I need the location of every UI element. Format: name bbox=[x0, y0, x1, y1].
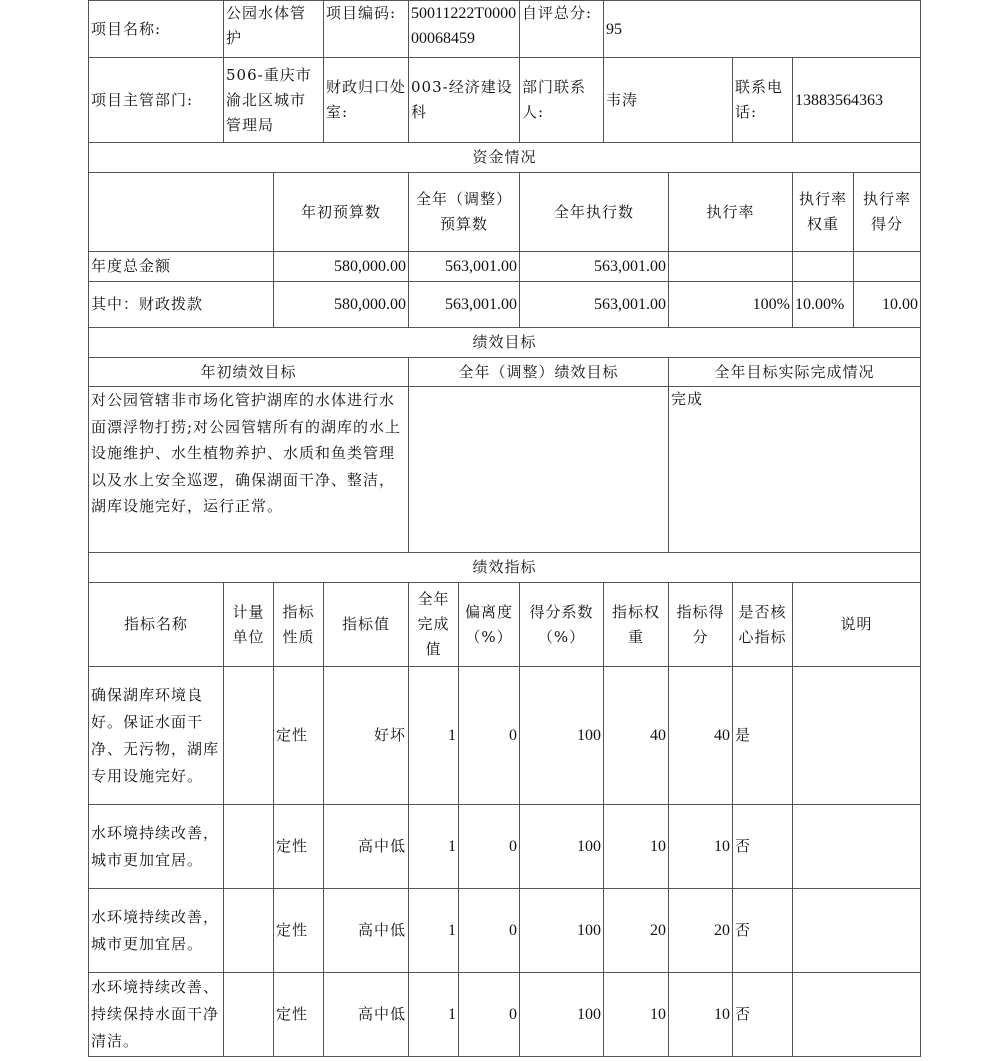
indicator-name: 水环境持续改善，城市更加宜居。 bbox=[89, 889, 224, 973]
contact-person-label: 部门联系人: bbox=[520, 58, 604, 143]
funds-header-row bbox=[89, 173, 921, 252]
goals-content-row bbox=[89, 387, 921, 553]
indicator-row bbox=[89, 667, 921, 805]
indicator-coefficient: 100 bbox=[520, 973, 604, 1057]
indicator-header-core: 是否核心指标 bbox=[733, 583, 793, 667]
finance-office-label: 财政归口处室: bbox=[324, 58, 409, 143]
indicators-section-header bbox=[89, 553, 921, 583]
funds-row-adjusted: 563,001.00 bbox=[409, 252, 520, 282]
department-value: 506-重庆市渝北区城市管理局 bbox=[224, 58, 324, 143]
funds-header-initial: 年初预算数 bbox=[274, 173, 409, 252]
goals-initial-text: 对公园管辖非市场化管护湖库的水体进行水面漂浮物打捞;对公园管辖所有的湖库的水上设施维护、水生植物养护、水质和鱼类管理以及水上安全巡逻，确保湖面干净、整洁，湖库设施完好，运行正常。 bbox=[89, 387, 409, 553]
project-name-row bbox=[89, 1, 921, 58]
funds-row-rate bbox=[669, 252, 793, 282]
contact-phone-value: 13883564363 bbox=[793, 58, 921, 143]
indicators-section-title: 绩效指标 bbox=[89, 553, 921, 583]
contact-person-value: 韦涛 bbox=[604, 58, 733, 143]
indicator-unit bbox=[224, 889, 274, 973]
funds-header-executed: 全年执行数 bbox=[520, 173, 669, 252]
goals-header-row bbox=[89, 358, 921, 387]
funds-row bbox=[89, 252, 921, 282]
indicator-core: 否 bbox=[733, 805, 793, 889]
indicator-core: 否 bbox=[733, 973, 793, 1057]
indicator-nature: 定性 bbox=[274, 805, 324, 889]
funds-row bbox=[89, 282, 921, 328]
project-code-label: 项目编码: bbox=[324, 1, 409, 58]
indicator-nature: 定性 bbox=[274, 973, 324, 1057]
indicator-score: 40 bbox=[669, 667, 733, 805]
indicator-header-value: 指标值 bbox=[324, 583, 409, 667]
indicator-completed: 1 bbox=[409, 805, 459, 889]
indicator-score: 20 bbox=[669, 889, 733, 973]
indicator-score: 10 bbox=[669, 805, 733, 889]
funds-row-score bbox=[854, 252, 921, 282]
goals-header-adjusted: 全年（调整）绩效目标 bbox=[409, 358, 669, 387]
indicator-value: 高中低 bbox=[324, 889, 409, 973]
goals-header-initial: 年初绩效目标 bbox=[89, 358, 409, 387]
indicator-note bbox=[793, 667, 921, 805]
funds-row-executed: 563,001.00 bbox=[520, 252, 669, 282]
indicator-value: 高中低 bbox=[324, 973, 409, 1057]
department-row bbox=[89, 58, 921, 143]
indicator-score: 10 bbox=[669, 973, 733, 1057]
funds-row-label: 其中：财政拨款 bbox=[89, 282, 274, 328]
indicator-deviation: 0 bbox=[459, 805, 520, 889]
goals-header-actual: 全年目标实际完成情况 bbox=[669, 358, 921, 387]
indicator-completed: 1 bbox=[409, 973, 459, 1057]
department-label: 项目主管部门: bbox=[89, 58, 224, 143]
funds-row-weight: 10.00% bbox=[793, 282, 854, 328]
indicator-header-note: 说明 bbox=[793, 583, 921, 667]
indicator-name: 确保湖库环境良好。保证水面干净、无污物，湖库专用设施完好。 bbox=[89, 667, 224, 805]
indicator-row bbox=[89, 805, 921, 889]
funds-header-score: 执行率得分 bbox=[854, 173, 921, 252]
indicator-header-nature: 指标性质 bbox=[274, 583, 324, 667]
indicator-value: 高中低 bbox=[324, 805, 409, 889]
funds-row-score: 10.00 bbox=[854, 282, 921, 328]
indicator-weight: 10 bbox=[604, 805, 669, 889]
indicator-header-coefficient: 得分系数（%） bbox=[520, 583, 604, 667]
indicator-core: 否 bbox=[733, 889, 793, 973]
indicator-header-weight: 指标权重 bbox=[604, 583, 669, 667]
indicator-deviation: 0 bbox=[459, 667, 520, 805]
indicator-weight: 10 bbox=[604, 973, 669, 1057]
indicator-completed: 1 bbox=[409, 889, 459, 973]
indicator-header-score: 指标得分 bbox=[669, 583, 733, 667]
funds-section-header bbox=[89, 143, 921, 173]
indicator-header-completed: 全年完成值 bbox=[409, 583, 459, 667]
finance-office-value: 003-经济建设科 bbox=[409, 58, 520, 143]
indicator-unit bbox=[224, 973, 274, 1057]
indicator-row bbox=[89, 973, 921, 1057]
indicator-header-unit: 计量单位 bbox=[224, 583, 274, 667]
indicator-header-name: 指标名称 bbox=[89, 583, 224, 667]
indicator-weight: 40 bbox=[604, 667, 669, 805]
indicators-header-row bbox=[89, 583, 921, 667]
indicator-value: 好坏 bbox=[324, 667, 409, 805]
indicator-note bbox=[793, 889, 921, 973]
indicator-coefficient: 100 bbox=[520, 667, 604, 805]
goals-actual-text: 完成 bbox=[669, 387, 921, 553]
contact-phone-label: 联系电话: bbox=[733, 58, 793, 143]
indicator-completed: 1 bbox=[409, 667, 459, 805]
funds-row-initial: 580,000.00 bbox=[274, 282, 409, 328]
self-score-value: 95 bbox=[604, 1, 921, 58]
funds-header-adjusted: 全年（调整）预算数 bbox=[409, 173, 520, 252]
indicator-unit bbox=[224, 667, 274, 805]
indicator-header-deviation: 偏离度（%） bbox=[459, 583, 520, 667]
goals-adjusted-text bbox=[409, 387, 669, 553]
funds-row-executed: 563,001.00 bbox=[520, 282, 669, 328]
funds-row-weight bbox=[793, 252, 854, 282]
indicator-core: 是 bbox=[733, 667, 793, 805]
indicator-nature: 定性 bbox=[274, 667, 324, 805]
goals-section-title: 绩效目标 bbox=[89, 328, 921, 358]
funds-row-initial: 580,000.00 bbox=[274, 252, 409, 282]
project-name-value: 公园水体管护 bbox=[224, 1, 324, 58]
indicator-note bbox=[793, 973, 921, 1057]
indicator-deviation: 0 bbox=[459, 889, 520, 973]
project-name-label: 项目名称: bbox=[89, 1, 224, 58]
goals-section-header bbox=[89, 328, 921, 358]
funds-row-adjusted: 563,001.00 bbox=[409, 282, 520, 328]
indicator-row bbox=[89, 889, 921, 973]
funds-row-label: 年度总金额 bbox=[89, 252, 274, 282]
funds-section-title: 资金情况 bbox=[89, 143, 921, 173]
indicator-deviation: 0 bbox=[459, 973, 520, 1057]
indicator-coefficient: 100 bbox=[520, 805, 604, 889]
indicator-name: 水环境持续改善、持续保持水面干净清洁。 bbox=[89, 973, 224, 1057]
indicator-unit bbox=[224, 805, 274, 889]
funds-row-rate: 100% bbox=[669, 282, 793, 328]
project-code-value: 50011222T000000068459 bbox=[409, 1, 520, 58]
funds-header-blank bbox=[89, 173, 274, 252]
performance-evaluation-table bbox=[88, 0, 921, 1057]
indicator-name: 水环境持续改善，城市更加宜居。 bbox=[89, 805, 224, 889]
self-score-label: 自评总分: bbox=[520, 1, 604, 58]
indicator-coefficient: 100 bbox=[520, 889, 604, 973]
indicator-note bbox=[793, 805, 921, 889]
funds-header-rate: 执行率 bbox=[669, 173, 793, 252]
indicator-nature: 定性 bbox=[274, 889, 324, 973]
indicator-weight: 20 bbox=[604, 889, 669, 973]
funds-header-weight: 执行率权重 bbox=[793, 173, 854, 252]
